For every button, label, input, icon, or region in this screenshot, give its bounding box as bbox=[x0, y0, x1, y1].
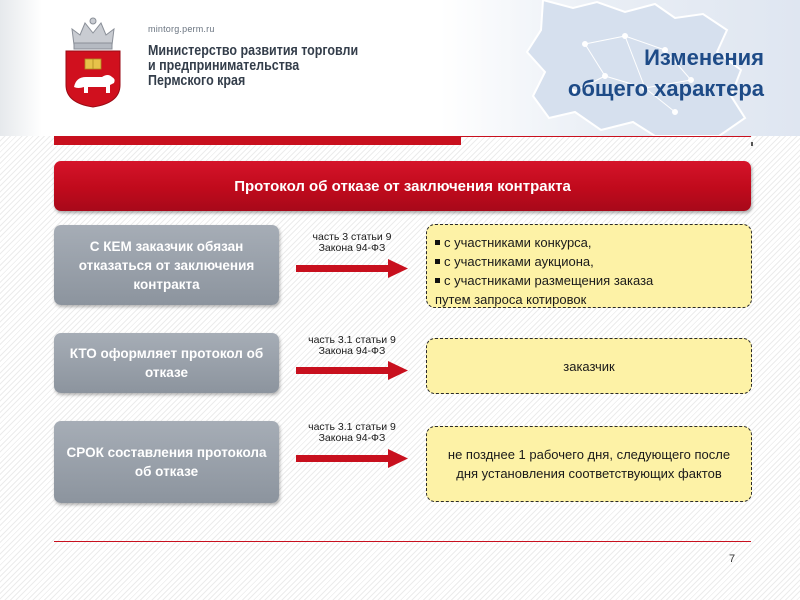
answer-item-text: путем запроса котировок bbox=[435, 292, 587, 307]
question-text: СРОК составления протокола об отказе bbox=[66, 445, 267, 479]
answer-text: заказчик bbox=[563, 358, 615, 374]
slide-header bbox=[0, 0, 800, 136]
section-banner bbox=[54, 161, 751, 211]
question-box-with-whom bbox=[54, 225, 279, 305]
answer-list-item bbox=[435, 233, 743, 252]
page-number: 7 bbox=[729, 553, 736, 565]
answer-box-participants bbox=[426, 224, 752, 308]
bullet-square-icon bbox=[435, 259, 440, 264]
footer-divider bbox=[54, 541, 751, 542]
question-box-who bbox=[54, 333, 279, 393]
question-text: КТО оформляет протокол об отказе bbox=[69, 346, 264, 380]
law-reference-line-2: Закона 94-ФЗ bbox=[318, 242, 386, 254]
ministry-line-1: Министерство развития торговли bbox=[148, 43, 359, 59]
law-reference-line-1: часть 3.1 статьи 9 bbox=[308, 334, 396, 346]
answer-item-text: с участниками размещения заказа bbox=[444, 273, 654, 288]
law-reference-line-1: часть 3 статьи 9 bbox=[312, 231, 392, 243]
answer-item-text: с участниками аукциона, bbox=[444, 254, 594, 269]
question-box-deadline bbox=[54, 421, 279, 503]
answer-list-item bbox=[435, 271, 743, 290]
answer-item-text: с участниками конкурса, bbox=[444, 235, 592, 250]
bullet-square-icon bbox=[435, 240, 440, 245]
header-accent-bar bbox=[54, 137, 461, 145]
law-reference-line-2: Закона 94-ФЗ bbox=[318, 432, 386, 444]
law-reference bbox=[290, 422, 414, 444]
arrow-right-icon bbox=[296, 259, 408, 279]
slide-title-line-1: Изменения bbox=[644, 45, 764, 70]
law-reference bbox=[290, 232, 414, 254]
slide-title bbox=[568, 42, 764, 104]
site-url: mintorg.perm.ru bbox=[148, 24, 215, 34]
answer-list-item-tail bbox=[435, 290, 743, 309]
question-text: С КЕМ заказчик обязан отказаться от заключения контракта bbox=[78, 238, 255, 292]
corner-mark bbox=[751, 142, 753, 146]
answer-list-item bbox=[435, 252, 743, 271]
bullet-square-icon bbox=[435, 278, 440, 283]
law-reference bbox=[290, 335, 414, 357]
arrow-right-icon bbox=[296, 449, 408, 469]
ministry-line-2: и предпринимательства bbox=[148, 58, 300, 74]
ministry-line-3: Пермского края bbox=[148, 73, 246, 89]
answer-box-deadline bbox=[426, 426, 752, 502]
perm-coat-of-arms-icon bbox=[58, 15, 128, 108]
answer-box-customer bbox=[426, 338, 752, 394]
law-reference-line-2: Закона 94-ФЗ bbox=[318, 345, 386, 357]
ministry-name bbox=[148, 44, 358, 89]
slide-title-line-2: общего характера bbox=[567, 76, 764, 101]
section-banner-text: Протокол об отказе от заключения контракта bbox=[234, 177, 571, 195]
arrow-right-icon bbox=[296, 361, 408, 381]
law-reference-line-1: часть 3.1 статьи 9 bbox=[308, 421, 396, 433]
answer-text: не позднее 1 рабочего дня, следующего после дня установления соответствующих фактов bbox=[447, 446, 731, 481]
